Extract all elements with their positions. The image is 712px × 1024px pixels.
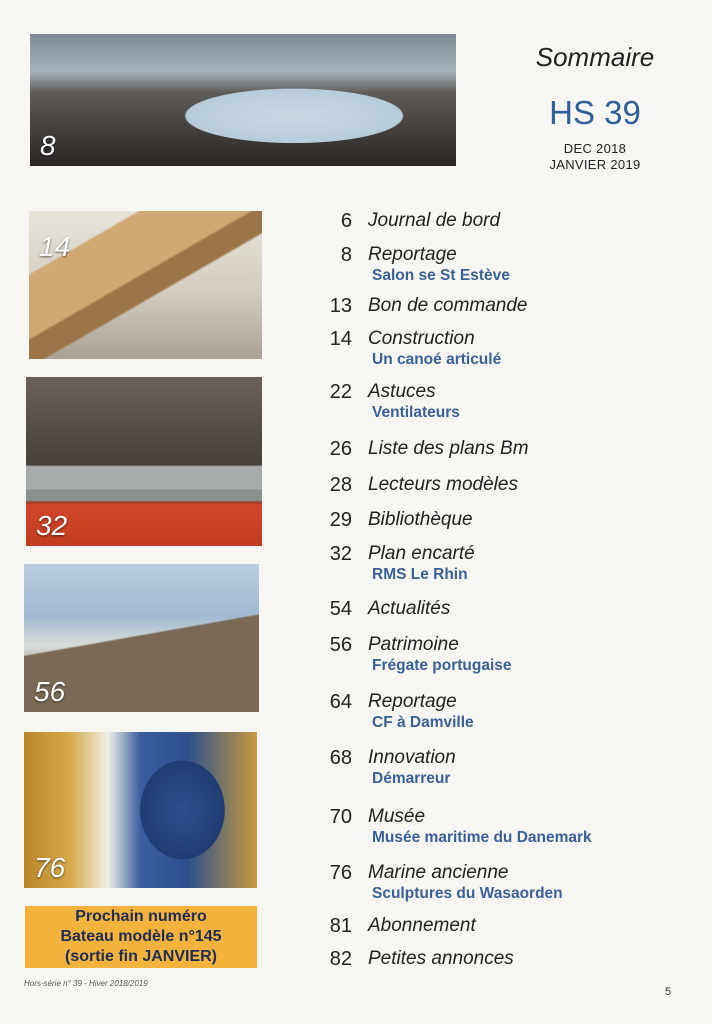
toc-subtitle: Un canoé articulé [372,351,502,368]
page-title: Sommaire [535,42,655,72]
issue-date-line2: JANVIER 2019 [549,157,641,172]
toc-page-number: 22 [329,381,352,403]
next-issue-line1: Prochain numéro [75,908,207,925]
toc-page-number: 26 [329,438,352,460]
toc-title: Abonnement [368,915,476,936]
toc-title: Plan encarté [368,543,475,564]
toc-subtitle: Frégate portugaise [372,657,512,674]
photo-page-number: 76 [34,852,66,883]
toc-page-number: 76 [329,862,352,884]
toc-page-number: 64 [329,691,352,713]
toc-title: Reportage [368,244,457,265]
toc-subtitle: Musée maritime du Danemark [372,829,592,846]
toc-page-number: 14 [329,328,352,350]
toc-title: Lecteurs modèles [368,474,518,495]
toc-title: Reportage [368,691,457,712]
toc-page-number: 82 [329,948,352,970]
issue-date-line1: DEC 2018 [563,141,627,156]
next-issue-line3: (sortie fin JANVIER) [64,948,217,965]
toc-title: Bon de commande [368,295,528,316]
toc-title: Astuces [368,381,436,402]
toc-title: Petites annonces [368,948,514,969]
photo-page-number: 14 [39,231,71,262]
toc-subtitle: Salon se St Estève [372,267,510,284]
toc-page-number: 6 [340,210,352,232]
photo-canoe [29,211,262,359]
toc-page-number: 29 [329,509,352,531]
photo-page-number: 8 [40,130,56,161]
toc-title: Patrimoine [368,634,459,655]
toc-subtitle: Ventilateurs [372,404,460,421]
toc-subtitle: Sculptures du Wasaorden [372,885,563,902]
photo-page-number: 32 [36,510,68,541]
issue-number: HS 39 [549,94,641,131]
footer-issue-info: Hors-série n° 39 - Hiver 2018/2019 [24,979,148,988]
toc-title: Construction [368,328,475,349]
photo-sculptures [24,732,257,888]
next-issue-box [25,906,257,968]
toc-page-number: 32 [329,543,352,565]
toc-page-number: 54 [329,598,352,620]
toc-page-number: 81 [329,915,352,937]
toc-page-number: 13 [329,295,352,317]
photo-salon [30,34,456,166]
toc-page-number: 56 [329,634,352,656]
photo-fregate [24,564,259,712]
toc-page-number: 68 [329,747,352,769]
toc-subtitle: RMS Le Rhin [372,566,468,583]
page-number: 5 [665,986,672,998]
toc-page-number: 8 [340,244,352,266]
toc-title: Innovation [368,747,456,768]
toc-title: Liste des plans Bm [368,438,529,459]
toc-subtitle: CF à Damville [372,714,474,731]
toc-page-number: 70 [329,806,352,828]
toc-subtitle: Démarreur [372,770,451,787]
toc-title: Bibliothèque [368,509,473,530]
photo-rms-le-rhin [26,377,262,546]
toc-title: Journal de bord [368,210,501,231]
toc-page-number: 28 [329,474,352,496]
toc-title: Marine ancienne [368,862,509,883]
photo-page-number: 56 [34,676,66,707]
toc-title: Actualités [368,598,451,619]
toc-title: Musée [368,806,426,827]
next-issue-line2: Bateau modèle n°145 [60,928,222,945]
